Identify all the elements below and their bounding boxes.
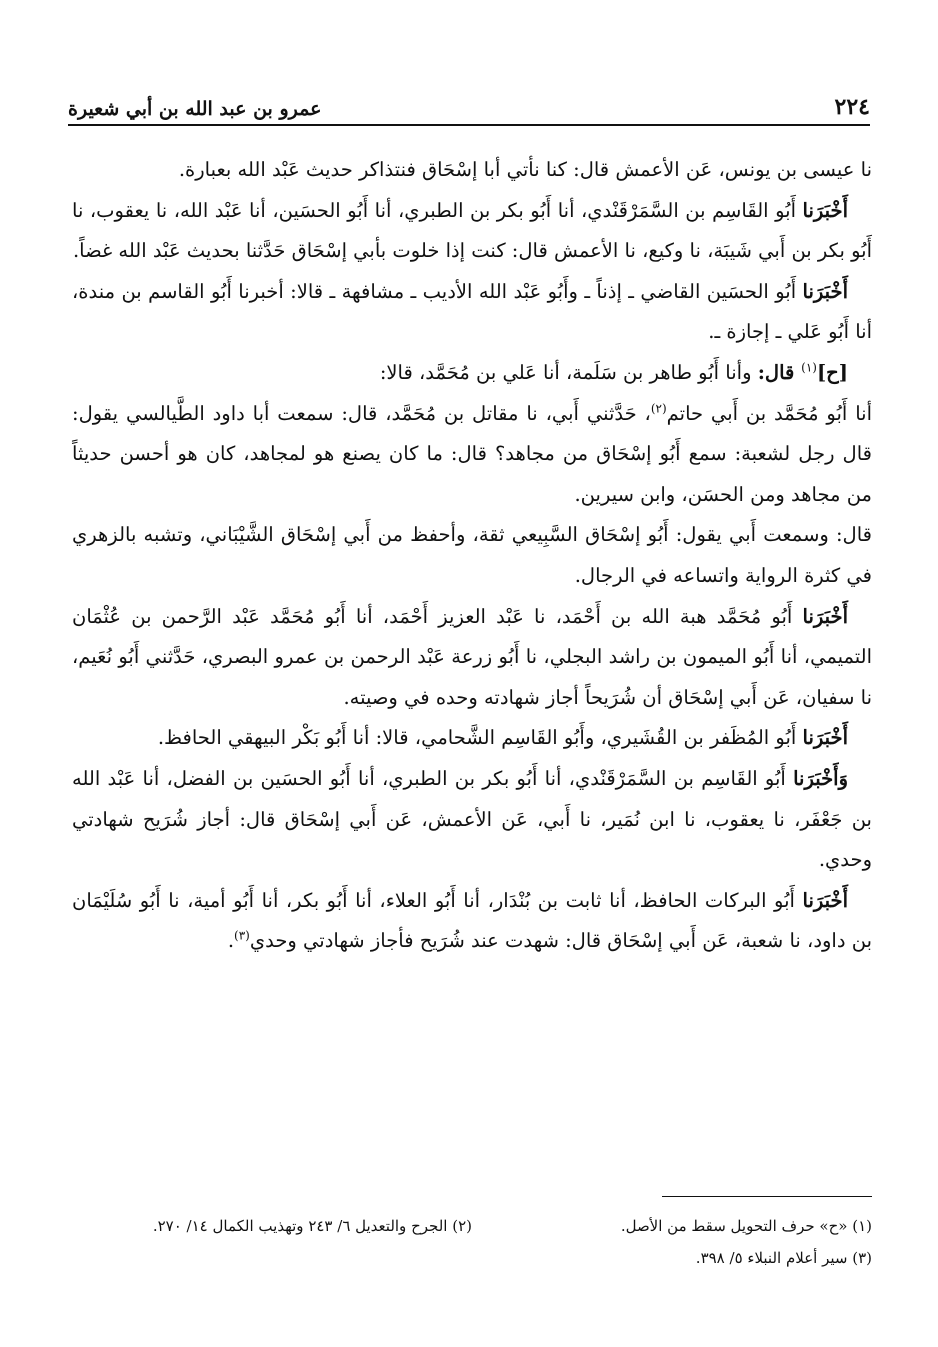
footnote-row	[72, 1242, 872, 1274]
tahwil-marker: [ح]	[816, 360, 848, 384]
paragraph-text: أَبُو القَاسِم بن السَّمَرْقَنْدي، أنا أَبُو بكر بن الطبري، أنا أَبُو الحسَين بن الفضل، أنا عَبْد الله بن جَعْفَر، نا يعقوب، نا ابن نُمَير، نا أَبي، عَن الأعمش، عَن أَبي إسْحَاق قال: أجاز شُرَيح شهادتي وحدي.	[72, 766, 872, 872]
footnotes	[72, 1210, 872, 1274]
footnote-divider	[662, 1196, 872, 1197]
paragraph	[72, 597, 872, 719]
paragraph	[72, 272, 872, 353]
paragraph-text: أَبُو مُحَمَّد هبة الله بن أَحْمَد، نا عَبْد العزيز أَحْمَد، أنا أَبُو مُحَمَّد عَبْد الرَّحمن بن عُثْمَان التميمي، أنا أَبُو الميمون بن راشد البجلي، نا أَبُو زرعة عَبْد الرحمن بن عمرو البصري، حَدَّثني أَبُو نُعَيم، نا سفيان، عَن أَبي إسْحَاق أن شُرَيحاً أجاز شهادته وحده في وصيته.	[72, 604, 872, 709]
paragraph-text: أنا أَبُو مُحَمَّد بن أَبي حاتم	[666, 401, 872, 425]
isnad-lead: وَأَخْبَرَنا	[793, 766, 848, 790]
paragraph-text: أَبُو البركات الحافظ، أنا ثابت بن بُنْدَار، أنا أَبُو العلاء، أنا أَبُو بكر، أنا أَبُو أمية، نا أَبُو سُلَيْمَان بن داود، نا شعبة، عَن أَبي إسْحَاق قال: شهدت عند شُرَيح فأجاز شهادتي وحدي	[72, 888, 872, 953]
paragraph-text: أَبُو المُظَفر بن القُشَيري، وأَبُو القَاسِم الشَّحامي، قالا: أنا أَبُو بَكْر البيهقي الحافظ.	[157, 726, 803, 750]
footnote-3: (٣) سير أعلام النبلاء ٥/ ٣٩٨.	[695, 1249, 872, 1267]
isnad-lead: أَخْبَرَنا	[802, 279, 848, 303]
paragraph-text: نا عيسى بن يونس، عَن الأعمش قال: كنا نأتي أبا إسْحَاق فنتذاكر حديث عَبْد الله بعبارة.	[178, 158, 872, 181]
paragraph	[72, 718, 872, 759]
isnad-lead: أَخْبَرَنا	[802, 888, 848, 912]
paragraph-text: أَبُو الحسَين القاضي ـ إذناً ـ وأَبُو عَبْد الله الأديب ـ مشافهة ـ قالا: أخبرنا أَبُو القاسم بن مندة، أنا أَبُو عَلي ـ إجازة ـ.	[72, 279, 872, 344]
footnote-1: (١) «ح» حرف التحويل سقط من الأصل.	[620, 1217, 872, 1235]
footnote-2: (٢) الجرح والتعديل ٦/ ٢٤٣ وتهذيب الكمال ١٤/ ٢٧٠.	[152, 1217, 472, 1235]
footnote-ref: (٢)	[650, 401, 667, 416]
paragraph	[72, 759, 872, 881]
paragraph-text: قال: وسمعت أَبي يقول: أَبُو إسْحَاق السَّبِيعي ثقة، وأحفظ من أَبي إسْحَاق الشَّيْبَاني، وتشبه بالزهري في كثرة الرواية واتساعه في الرجال.	[72, 523, 872, 587]
paragraph-text: .	[227, 929, 235, 953]
paragraph-text: وأنا أَبُو طاهر بن سَلَمة، أنا عَلي بن مُحَمَّد، قالا:	[379, 360, 758, 384]
isnad-lead: أَخْبَرَنا	[802, 604, 848, 628]
isnad-lead: قال:	[757, 360, 802, 384]
paragraph	[72, 394, 872, 516]
footnote-ref: (٣)	[234, 928, 250, 943]
isnad-lead: أَخْبَرَنا	[802, 198, 848, 222]
paragraph	[72, 191, 872, 272]
paragraph-text: ، حَدَّثني أَبي، نا مقاتل بن مُحَمَّد، قال: سمعت أبا داود الطَّيالسي يقول: قال رجل لشعبة: سمع أَبُو إسْحَاق من مجاهد؟ قال: ما كان يصنع هو لمجاهد، كان هو أحسن حديثاً من مجاهد ومن الحسَن، وابن سيرين.	[72, 401, 872, 506]
paragraph-text: أَبُو القَاسِم بن السَّمَرْقَنْدي، أنا أَبُو بكر بن الطبري، أنا أَبُو الحسَين، أنا عَبْد الله، نا يعقوب، نا أَبُو بكر بن أَبي شَيبَة، نا وكيع، نا الأعمش قال: كنت إذا خلوت بأبي إسْحَاق حَدَّثنا بحديث عَبْد الله غضاً.	[72, 198, 872, 263]
running-title: عمرو بن عبد الله بن أبي شعيرة	[68, 98, 322, 120]
paragraph	[72, 881, 872, 962]
isnad-lead: أَخْبَرَنا	[802, 726, 848, 750]
main-text	[72, 150, 872, 962]
paragraph	[72, 353, 872, 394]
paragraph	[72, 515, 872, 596]
page-header	[68, 86, 870, 126]
footnote-row	[72, 1210, 872, 1242]
footnote-ref: (١)	[801, 360, 817, 375]
paragraph	[72, 150, 872, 191]
page-number: ٢٢٤	[834, 94, 870, 120]
